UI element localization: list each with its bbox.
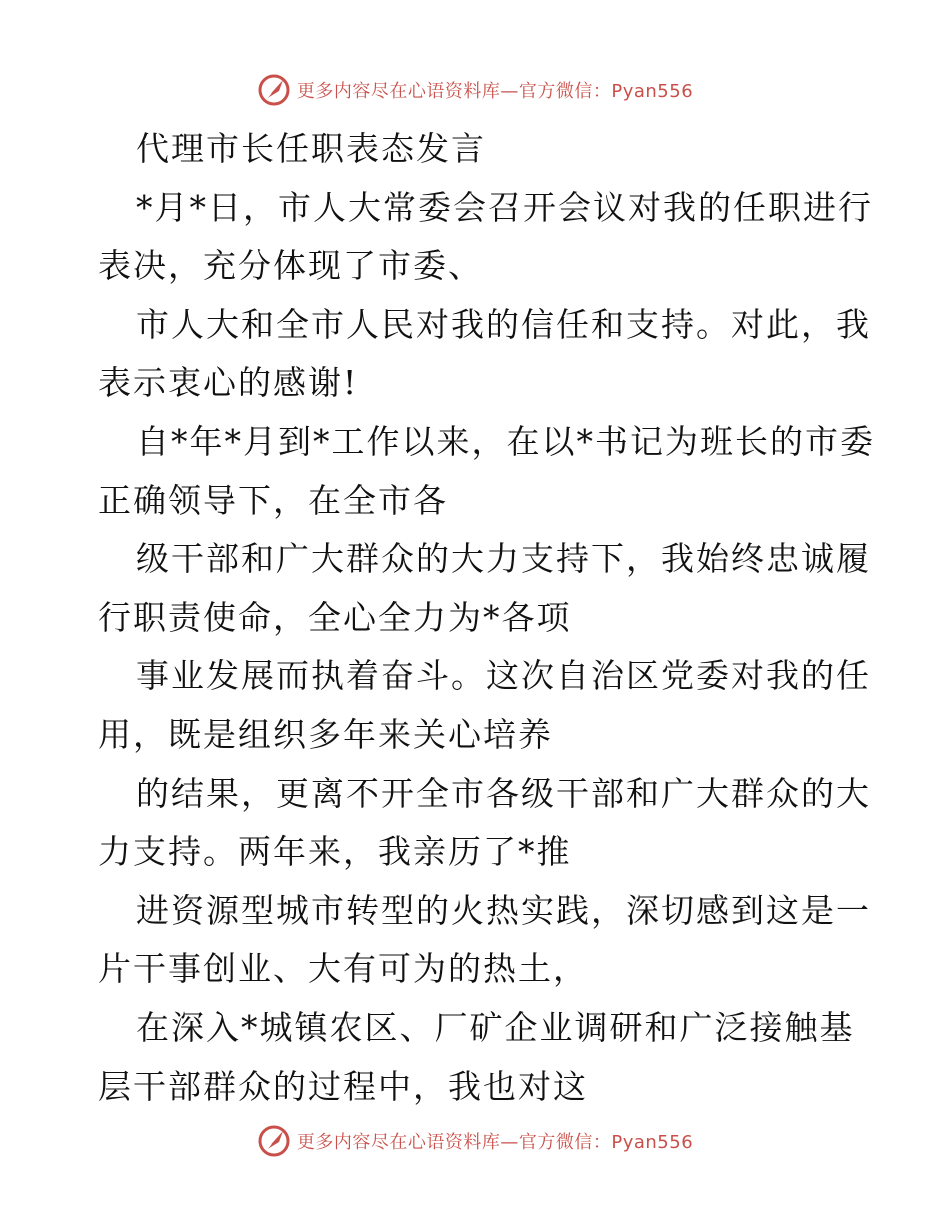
paragraph-line: 事业发展而执着奋斗。这次自治区党委对我的任 <box>136 656 871 696</box>
watermark-text: 更多内容尽在心语资料库—官方微信：Pyan556 <box>296 81 694 102</box>
paragraph-line: 市人大和全市人民对我的信任和支持。对此，我 <box>136 304 871 344</box>
paragraph-line: 级干部和广大群众的大力支持下，我始终忠诚履 <box>136 539 871 579</box>
paragraph-line: 力支持。两年来，我亲历了*推 <box>98 832 572 872</box>
paragraph-line: 自*年*月到*工作以来，在以*书记为班长的市委 <box>136 421 875 461</box>
paragraph-line: 在深入*城镇农区、厂矿企业调研和广泛接触基 <box>136 1007 855 1047</box>
paragraph-line: 的结果，更离不开全市各级干部和广大群众的大 <box>136 773 871 813</box>
paragraph-line: 片干事创业、大有可为的热土， <box>98 949 588 989</box>
footer-watermark-banner <box>0 1121 950 1161</box>
paragraph-line: 表决，充分体现了市委、 <box>98 246 483 286</box>
paragraph-line: 层干部群众的过程中，我也对这 <box>98 1066 588 1106</box>
paragraph-line: 用，既是组织多年来关心培养 <box>98 714 553 754</box>
paragraph-line: 正确领导下，在全市各 <box>98 480 448 520</box>
quill-logo-icon <box>257 73 291 107</box>
paragraph-line: *月*日，市人大常委会召开会议对我的任职进行 <box>136 187 873 227</box>
paragraph-line: 进资源型城市转型的火热实践，深切感到这是一 <box>136 890 871 930</box>
document-body <box>98 120 875 1116</box>
paragraph-line: 表示衷心的感谢! <box>98 363 359 403</box>
quill-logo-icon <box>257 1124 291 1158</box>
document-title: 代理市长任职表态发言 <box>136 129 486 168</box>
paragraph-line: 行职责使命，全心全力为*各项 <box>98 597 572 637</box>
header-watermark-banner <box>0 70 950 110</box>
watermark-text: 更多内容尽在心语资料库—官方微信：Pyan556 <box>296 1132 694 1153</box>
